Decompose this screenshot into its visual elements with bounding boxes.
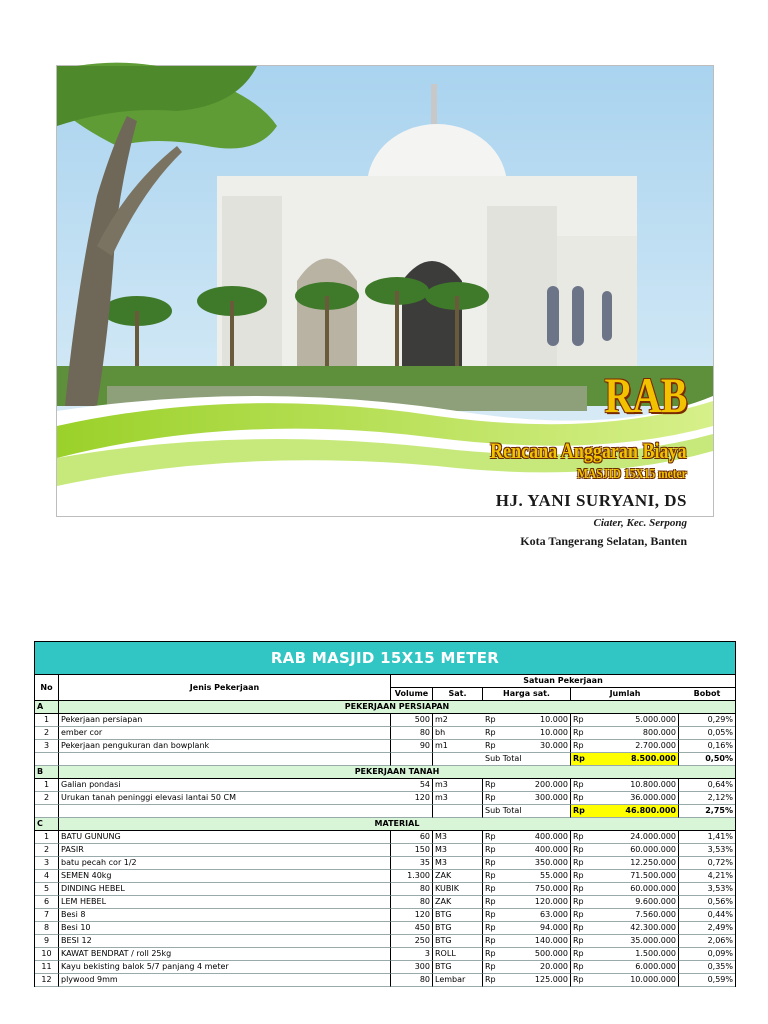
row-bobot: 2,06% [679, 935, 735, 948]
section-title: MATERIAL [59, 818, 735, 831]
row-jumlah [571, 727, 679, 740]
row-name: Pekerjaan persiapan [59, 714, 391, 727]
currency-label: Rp [573, 975, 584, 984]
row-unit: m2 [433, 714, 483, 727]
currency-label: Rp [573, 780, 584, 789]
subtotal-spacer [391, 753, 433, 766]
row-volume: 120 [391, 909, 433, 922]
row-unit: bh [433, 727, 483, 740]
subtotal-amount [571, 805, 679, 818]
row-jumlah-value: 10.800.000 [630, 780, 676, 789]
row-bobot: 0,64% [679, 779, 735, 792]
row-harga [483, 974, 571, 987]
currency-label: Rp [485, 910, 496, 919]
currency-label: Rp [485, 858, 496, 867]
row-jumlah-value: 60.000.000 [630, 884, 676, 893]
row-name: plywood 9mm [59, 974, 391, 987]
row-jumlah [571, 922, 679, 935]
currency-label: Rp [573, 715, 584, 724]
header-satuan-pekerjaan: Satuan Pekerjaan [391, 675, 735, 688]
row-name: LEM HEBEL [59, 896, 391, 909]
row-harga [483, 714, 571, 727]
row-bobot: 3,53% [679, 844, 735, 857]
row-name: batu pecah cor 1/2 [59, 857, 391, 870]
row-no: 10 [35, 948, 59, 961]
row-no: 3 [35, 857, 59, 870]
row-no: 11 [35, 961, 59, 974]
row-jumlah-value: 36.000.000 [630, 793, 676, 802]
cover-owner: HJ. YANI SURYANI, DS [495, 491, 687, 510]
row-jumlah-value: 10.000.000 [630, 975, 676, 984]
row-volume: 120 [391, 792, 433, 805]
row-no: 1 [35, 831, 59, 844]
row-harga-value: 94.000 [540, 923, 568, 932]
row-no: 7 [35, 909, 59, 922]
row-harga-value: 400.000 [534, 832, 568, 841]
row-volume: 250 [391, 935, 433, 948]
row-harga [483, 857, 571, 870]
row-harga [483, 870, 571, 883]
row-no: 8 [35, 922, 59, 935]
row-jumlah-value: 800.000 [642, 728, 676, 737]
header-volume: Volume [391, 688, 433, 701]
row-bobot: 0,05% [679, 727, 735, 740]
row-volume: 450 [391, 922, 433, 935]
currency-label: Rp [573, 845, 584, 854]
currency-label: Rp [485, 715, 496, 724]
row-jumlah [571, 844, 679, 857]
row-unit: BTG [433, 961, 483, 974]
row-bobot: 0,59% [679, 974, 735, 987]
row-harga [483, 883, 571, 896]
subtotal-amount-value: 46.800.000 [625, 806, 676, 815]
subtotal-spacer [391, 805, 433, 818]
row-no: 5 [35, 883, 59, 896]
row-jumlah [571, 714, 679, 727]
currency-label: Rp [485, 936, 496, 945]
currency-label: Rp [485, 975, 496, 984]
row-jumlah-value: 24.000.000 [630, 832, 676, 841]
currency-label: Rp [573, 754, 585, 763]
section-title: PEKERJAAN TANAH [59, 766, 735, 779]
currency-label: Rp [573, 728, 584, 737]
row-harga-value: 200.000 [534, 780, 568, 789]
row-no: 6 [35, 896, 59, 909]
row-no: 12 [35, 974, 59, 987]
currency-label: Rp [573, 858, 584, 867]
row-bobot: 4,21% [679, 870, 735, 883]
subtotal-spacer [59, 805, 391, 818]
section-code: A [35, 701, 59, 714]
currency-label: Rp [485, 897, 496, 906]
row-bobot: 0,35% [679, 961, 735, 974]
subtotal-spacer [433, 753, 483, 766]
row-unit: M3 [433, 831, 483, 844]
row-harga-value: 20.000 [540, 962, 568, 971]
row-no: 9 [35, 935, 59, 948]
currency-label: Rp [485, 741, 496, 750]
row-jumlah [571, 870, 679, 883]
section-title: PEKERJAAN PERSIAPAN [59, 701, 735, 714]
row-jumlah [571, 857, 679, 870]
section-code: C [35, 818, 59, 831]
subtotal-spacer [59, 753, 391, 766]
row-unit: M3 [433, 844, 483, 857]
row-harga [483, 935, 571, 948]
row-jumlah [571, 961, 679, 974]
row-volume: 80 [391, 883, 433, 896]
currency-label: Rp [485, 949, 496, 958]
cover-masjid-label: MASJID 15X15 meter [577, 467, 687, 482]
row-harga-value: 300.000 [534, 793, 568, 802]
row-bobot: 0,09% [679, 948, 735, 961]
subtotal-bobot: 0,50% [679, 753, 735, 766]
row-jumlah-value: 1.500.000 [635, 949, 676, 958]
row-harga-value: 750.000 [534, 884, 568, 893]
header-bobot: Bobot [679, 688, 735, 701]
row-no: 2 [35, 792, 59, 805]
subtotal-label: Sub Total [483, 805, 571, 818]
row-jumlah-value: 35.000.000 [630, 936, 676, 945]
row-jumlah-value: 7.560.000 [635, 910, 676, 919]
row-bobot: 2,12% [679, 792, 735, 805]
header-no: No [35, 675, 59, 701]
row-harga-value: 140.000 [534, 936, 568, 945]
section-code: B [35, 766, 59, 779]
row-name: ember cor [59, 727, 391, 740]
rab-table [34, 641, 736, 987]
row-unit: BTG [433, 935, 483, 948]
row-unit: ZAK [433, 896, 483, 909]
row-harga [483, 779, 571, 792]
row-bobot: 0,56% [679, 896, 735, 909]
row-volume: 80 [391, 974, 433, 987]
row-jumlah [571, 909, 679, 922]
row-no: 2 [35, 844, 59, 857]
currency-label: Rp [573, 741, 584, 750]
row-volume: 3 [391, 948, 433, 961]
row-harga-value: 500.000 [534, 949, 568, 958]
row-name: BESI 12 [59, 935, 391, 948]
table-grid [35, 675, 735, 987]
row-no: 3 [35, 740, 59, 753]
currency-label: Rp [485, 962, 496, 971]
row-bobot: 3,53% [679, 883, 735, 896]
row-harga [483, 896, 571, 909]
header-jumlah: Jumlah [571, 688, 679, 701]
row-jumlah-value: 71.500.000 [630, 871, 676, 880]
row-name: BATU GUNUNG [59, 831, 391, 844]
row-harga-value: 10.000 [540, 728, 568, 737]
row-name: KAWAT BENDRAT / roll 25kg [59, 948, 391, 961]
header-jenis: Jenis Pekerjaan [59, 675, 391, 701]
currency-label: Rp [485, 780, 496, 789]
row-unit: m3 [433, 779, 483, 792]
row-no: 2 [35, 727, 59, 740]
row-jumlah [571, 974, 679, 987]
row-harga [483, 792, 571, 805]
cover-address-line1: Ciater, Kec. Serpong [593, 517, 687, 529]
row-volume: 60 [391, 831, 433, 844]
currency-label: Rp [485, 884, 496, 893]
row-harga [483, 831, 571, 844]
row-harga [483, 922, 571, 935]
row-jumlah-value: 6.000.000 [635, 962, 676, 971]
row-jumlah-value: 5.000.000 [635, 715, 676, 724]
cover-address-line2: Kota Tangerang Selatan, Banten [520, 534, 687, 548]
row-jumlah [571, 792, 679, 805]
subtotal-spacer [433, 805, 483, 818]
currency-label: Rp [485, 845, 496, 854]
row-harga-value: 120.000 [534, 897, 568, 906]
row-name: Galian pondasi [59, 779, 391, 792]
row-unit: BTG [433, 922, 483, 935]
currency-label: Rp [485, 832, 496, 841]
row-harga [483, 844, 571, 857]
row-bobot: 0,29% [679, 714, 735, 727]
row-bobot: 0,16% [679, 740, 735, 753]
row-harga-value: 400.000 [534, 845, 568, 854]
row-unit: ZAK [433, 870, 483, 883]
row-harga-value: 350.000 [534, 858, 568, 867]
subtotal-amount [571, 753, 679, 766]
row-name: DINDING HEBEL [59, 883, 391, 896]
subtotal-spacer [35, 805, 59, 818]
row-no: 4 [35, 870, 59, 883]
row-bobot: 2,49% [679, 922, 735, 935]
currency-label: Rp [573, 910, 584, 919]
row-volume: 35 [391, 857, 433, 870]
subtotal-bobot: 2,75% [679, 805, 735, 818]
row-harga [483, 961, 571, 974]
row-unit: BTG [433, 909, 483, 922]
cover-rab-title: RAB [604, 367, 687, 423]
row-no: 1 [35, 714, 59, 727]
row-volume: 500 [391, 714, 433, 727]
row-harga-value: 63.000 [540, 910, 568, 919]
row-jumlah [571, 935, 679, 948]
row-bobot: 1,41% [679, 831, 735, 844]
row-harga [483, 909, 571, 922]
row-unit: Lembar [433, 974, 483, 987]
row-jumlah [571, 779, 679, 792]
currency-label: Rp [485, 871, 496, 880]
row-name: SEMEN 40kg [59, 870, 391, 883]
currency-label: Rp [573, 923, 584, 932]
row-bobot: 0,72% [679, 857, 735, 870]
row-harga [483, 948, 571, 961]
row-jumlah [571, 831, 679, 844]
row-unit: m3 [433, 792, 483, 805]
cover-image [56, 65, 714, 548]
row-unit: m1 [433, 740, 483, 753]
row-harga-value: 55.000 [540, 871, 568, 880]
currency-label: Rp [573, 962, 584, 971]
row-volume: 80 [391, 896, 433, 909]
row-jumlah [571, 883, 679, 896]
currency-label: Rp [573, 897, 584, 906]
row-volume: 54 [391, 779, 433, 792]
currency-label: Rp [485, 923, 496, 932]
row-jumlah-value: 12.250.000 [630, 858, 676, 867]
row-harga [483, 727, 571, 740]
subtotal-spacer [35, 753, 59, 766]
currency-label: Rp [573, 832, 584, 841]
row-harga-value: 125.000 [534, 975, 568, 984]
cover-subtitle: Rencana Anggaran Biaya [490, 438, 687, 463]
row-volume: 300 [391, 961, 433, 974]
currency-label: Rp [573, 949, 584, 958]
row-jumlah [571, 740, 679, 753]
row-harga-value: 30.000 [540, 741, 568, 750]
row-volume: 1.300 [391, 870, 433, 883]
row-name: Kayu bekisting balok 5/7 panjang 4 meter [59, 961, 391, 974]
currency-label: Rp [485, 728, 496, 737]
header-harga: Harga sat. [483, 688, 571, 701]
header-sat: Sat. [433, 688, 483, 701]
currency-label: Rp [573, 884, 584, 893]
row-unit: ROLL [433, 948, 483, 961]
row-name: Besi 10 [59, 922, 391, 935]
subtotal-label: Sub Total [483, 753, 571, 766]
row-jumlah-value: 60.000.000 [630, 845, 676, 854]
row-jumlah-value: 42.300.000 [630, 923, 676, 932]
row-unit: M3 [433, 857, 483, 870]
row-volume: 90 [391, 740, 433, 753]
row-harga-value: 10.000 [540, 715, 568, 724]
row-unit: KUBIK [433, 883, 483, 896]
row-jumlah [571, 948, 679, 961]
row-harga [483, 740, 571, 753]
subtotal-amount-value: 8.500.000 [630, 754, 676, 763]
row-volume: 80 [391, 727, 433, 740]
row-bobot: 0,44% [679, 909, 735, 922]
table-title: RAB MASJID 15X15 METER [35, 642, 735, 675]
currency-label: Rp [485, 793, 496, 802]
row-name: Besi 8 [59, 909, 391, 922]
row-name: Pekerjaan pengukuran dan bowplank [59, 740, 391, 753]
row-jumlah [571, 896, 679, 909]
row-jumlah-value: 9.600.000 [635, 897, 676, 906]
currency-label: Rp [573, 793, 584, 802]
row-name: PASIR [59, 844, 391, 857]
currency-label: Rp [573, 936, 584, 945]
row-jumlah-value: 2.700.000 [635, 741, 676, 750]
row-volume: 150 [391, 844, 433, 857]
currency-label: Rp [573, 806, 585, 815]
currency-label: Rp [573, 871, 584, 880]
row-no: 1 [35, 779, 59, 792]
row-name: Urukan tanah peninggi elevasi lantai 50 CM [59, 792, 391, 805]
